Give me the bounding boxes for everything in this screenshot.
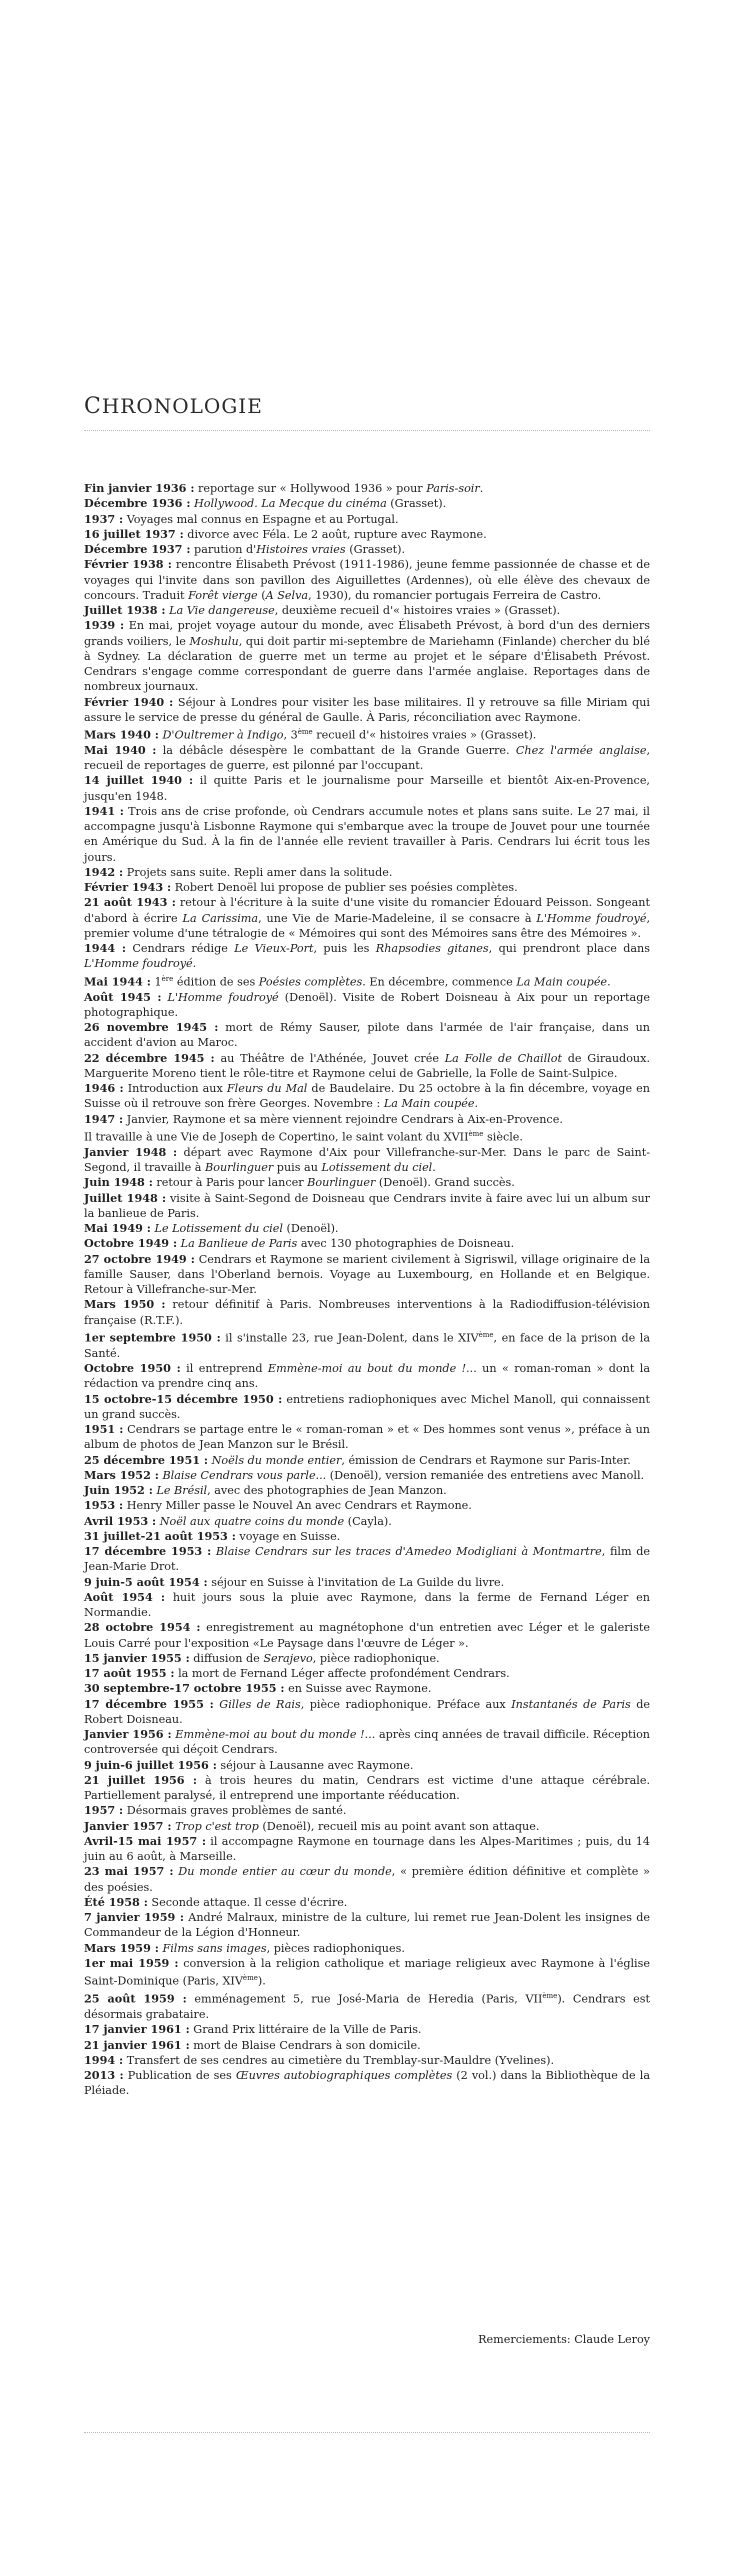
entry-text: , qui doit partir mi-septembre de Mariehamn (Finlande) chercher du blé à Sydney. La déclaration de guerre met un terme au projet et le sépare d'Élisabeth Prévost. Cendrars s'engage comme correspondant de guerre dans l'armée anglaise. Reportages dans de nombreux journaux. bbox=[84, 634, 650, 694]
entry-date: Mars 1950 : bbox=[84, 1297, 166, 1312]
entry-date: 9 juin-5 août 1954 : bbox=[84, 1574, 208, 1589]
entry-title: L'Homme foudroyé bbox=[84, 957, 193, 971]
entry-title: Rhapsodies gitanes bbox=[375, 942, 489, 956]
entry-title: Films sans images bbox=[162, 1941, 267, 1955]
chronology-entry bbox=[84, 1666, 650, 1681]
chronology-entry bbox=[84, 1758, 650, 1773]
entry-text: , film de Jean-Marie Drot. bbox=[84, 1545, 651, 1574]
entry-title: La Banlieue de Paris bbox=[180, 1237, 298, 1251]
entry-text: 1 bbox=[150, 975, 162, 989]
entry-text: conversion à la religion catholique et mariage religieux avec Raymone à l'église Saint-Dominique (Paris, XIV bbox=[84, 1956, 650, 1988]
entry-text: En mai, projet voyage autour du monde, avec Élisabeth Prévost, à bord d'un des derniers grands voiliers, le bbox=[84, 619, 650, 648]
entry-date: 17 août 1955 : bbox=[84, 1666, 175, 1681]
entry-text: à trois heures du matin, Cendrars est victime d'une attaque cérébrale. Partiellement paralysé, il entreprend une importante rééducation. bbox=[84, 1773, 650, 1803]
entry-text: enregistrement au magnétophone d'un entretien avec Léger et le galeriste Louis Carré pour l'exposition «Le Paysage dans l'œuvre de Léger ». bbox=[84, 1621, 650, 1650]
chronology-entry bbox=[84, 2068, 650, 2099]
entry-date: Février 1938 : bbox=[84, 557, 172, 572]
entry-text: , recueil de reportages de guerre, est pilonné par l'occupant. bbox=[84, 743, 651, 773]
title-initial: C bbox=[84, 394, 102, 419]
chronology-entry bbox=[84, 1697, 650, 1728]
entry-date: 1944 : bbox=[84, 941, 126, 956]
entry-date: 15 octobre-15 décembre 1950 : bbox=[84, 1391, 283, 1406]
chronology-entry bbox=[84, 1191, 650, 1222]
entry-text: un « roman-roman » dont la rédaction va prendre cinq ans. bbox=[84, 1362, 651, 1391]
entry-date: Juillet 1938 : bbox=[84, 603, 166, 617]
entry-text: Projets sans suite. Repli amer dans la solitude. bbox=[123, 865, 393, 879]
entry-title: Instantanés de Paris bbox=[511, 1697, 631, 1711]
title-divider bbox=[84, 430, 650, 431]
entry-superscript: ème bbox=[542, 1992, 558, 2001]
entry-text: Publication de ses bbox=[123, 2069, 236, 2083]
entry-date: Janvier 1957 : bbox=[84, 1818, 172, 1833]
chronology-entry bbox=[84, 865, 650, 880]
chronology-entry bbox=[84, 1834, 650, 1865]
entry-text: (Denoël), recueil mis au point avant son attaque. bbox=[258, 1819, 540, 1833]
entry-date: 1941 : bbox=[84, 803, 124, 818]
chronology-entry bbox=[84, 1803, 650, 1818]
entry-date: 25 août 1959 : bbox=[84, 1991, 187, 2006]
entry-text: visite à Saint-Segond de Doisneau que Cendrars invite à faire avec lui un album sur la banlieue de Paris. bbox=[84, 1191, 650, 1220]
chronology-entry bbox=[84, 1328, 650, 1361]
chronology-entry bbox=[84, 1514, 650, 1529]
entry-date: Mai 1940 : bbox=[84, 742, 157, 757]
entry-text: Cendrars se partage entre le « roman-roman » et « Des hommes sont venus », préface à un album de photos de Jean Manzon sur le Brésil. bbox=[84, 1423, 650, 1452]
entry-date: Juin 1952 : bbox=[84, 1483, 153, 1498]
entry-text: , 1930), du romancier portugais Ferreira de Castro. bbox=[308, 588, 602, 602]
chronology-entry bbox=[84, 1361, 650, 1392]
entry-title: Histoires vraies bbox=[256, 543, 346, 556]
entry-date: 1953 : bbox=[84, 1498, 124, 1513]
chronology-entry bbox=[84, 1252, 650, 1298]
entry-text: , premier volume d'une tétralogie de « Mémoires qui sont des Mémoires sans être des Mémoires ». bbox=[84, 911, 651, 940]
entry-text: mort de Blaise Cendrars à son domicile. bbox=[189, 2038, 421, 2052]
chronology-entry bbox=[84, 1175, 650, 1190]
entry-title: Œuvres autobiographiques complètes bbox=[235, 2069, 453, 2083]
entry-text: il s'installe 23, rue Jean-Dolent, dans le XIV bbox=[220, 1331, 479, 1345]
chronology-entry bbox=[84, 603, 650, 618]
entry-title: La Main coupée bbox=[383, 1097, 475, 1111]
chronology-entry bbox=[84, 618, 650, 694]
entry-date: Été 1958 : bbox=[84, 1894, 148, 1909]
entry-text: André Malraux, ministre de la culture, lui remet rue Jean-Dolent les insignes de Commandeur de la Légion d'Honneur. bbox=[84, 1911, 650, 1940]
entry-date: Août 1945 : bbox=[84, 989, 162, 1004]
entry-text: de Giraudoux. Marguerite Moreno tient le rôle-titre et Raymone celui de Gabrielle, la Folle de Saint-Sulpice. bbox=[84, 1051, 651, 1080]
entry-text: de Baudelaire. Du 25 octobre à la fin décembre, voyage en Suisse où il retrouve son frère Georges. Novembre : bbox=[84, 1082, 650, 1111]
entry-text: Janvier, Raymone et sa mère viennent rejoindre Cendrars à Aix-en-Provence. bbox=[123, 1112, 563, 1126]
chronology-entry bbox=[84, 1773, 650, 1804]
chronology-entry bbox=[84, 725, 650, 743]
entry-text: divorce avec Féla. Le 2 août, rupture avec Raymone. bbox=[183, 527, 487, 541]
entry-text: , une Vie de Marie-Madeleine, il se consacre à bbox=[258, 911, 537, 925]
entry-text: . En décembre, commence bbox=[362, 975, 517, 989]
entry-text: départ avec Raymone d'Aix pour Villefranche-sur-Mer. Dans le parc de Saint-Segond, il travaille à bbox=[84, 1145, 650, 1175]
entry-date: Décembre 1937 : bbox=[84, 542, 191, 556]
entry-date: 1946 : bbox=[84, 1081, 124, 1096]
entry-text: . bbox=[474, 1097, 479, 1111]
chronology-entry bbox=[84, 773, 650, 804]
entry-date: 1939 : bbox=[84, 618, 125, 633]
chronology-entry bbox=[84, 1941, 650, 1956]
entry-text: , puis les bbox=[313, 942, 376, 956]
entry-text: séjour en Suisse à l'invitation de La Guilde du livre. bbox=[207, 1575, 505, 1589]
entry-text: Henry Miller passe le Nouvel An avec Cendrars et Raymone. bbox=[123, 1499, 472, 1513]
entry-text: (Cayla). bbox=[344, 1514, 392, 1528]
entry-text: ). bbox=[257, 1974, 266, 1988]
entry-text: Cendrars rédige bbox=[125, 942, 235, 956]
chronology-entry bbox=[84, 1221, 650, 1236]
entry-text: , en face de la prison de la Santé. bbox=[84, 1331, 650, 1360]
entry-date: Mars 1940 : bbox=[84, 727, 159, 742]
entry-date: 17 décembre 1955 : bbox=[84, 1696, 214, 1711]
chronology-entry bbox=[84, 527, 650, 542]
entry-title: Gilles de Rais bbox=[219, 1697, 301, 1711]
entry-superscript: ème bbox=[242, 1974, 258, 1983]
entry-text: , pièce radiophonique. bbox=[312, 1651, 440, 1665]
entry-date: 22 décembre 1945 : bbox=[84, 1050, 215, 1065]
entry-date: Mai 1949 : bbox=[84, 1221, 151, 1236]
entry-title: Noël aux quatre coins du monde bbox=[159, 1514, 345, 1528]
entry-title: Forêt vierge bbox=[188, 588, 258, 602]
entry-text: parution d' bbox=[190, 543, 257, 556]
entry-title: Emmène-moi au bout du monde !... bbox=[267, 1362, 477, 1376]
chronology-entry bbox=[84, 895, 650, 941]
entry-date: 26 novembre 1945 : bbox=[84, 1020, 219, 1035]
chronology-entry bbox=[84, 1498, 650, 1513]
entry-text: , « première édition définitive et complète » des poésies. bbox=[84, 1865, 650, 1894]
entry-title: Bourlinguer bbox=[205, 1161, 274, 1175]
entry-text: retour définitif à Paris. Nombreuses interventions à la Radiodiffusion-télévision française (R.T.F.). bbox=[84, 1298, 650, 1327]
entry-title: Hollywood. La Mecque du cinéma bbox=[194, 497, 387, 511]
chronology-entry bbox=[84, 1727, 650, 1758]
entry-date: Janvier 1956 : bbox=[84, 1727, 172, 1742]
entry-date: Fin janvier 1936 : bbox=[84, 481, 195, 495]
chronology-entry bbox=[84, 1236, 650, 1251]
entry-text: . bbox=[479, 482, 484, 495]
entry-title: A Selva bbox=[265, 588, 309, 602]
entry-text: emménagement 5, rue José-Maria de Heredia (Paris, VII bbox=[186, 1992, 543, 2006]
chronology-entry bbox=[84, 1590, 650, 1621]
chronology-entry bbox=[84, 1956, 650, 1989]
entry-text: Robert Denoël lui propose de publier ses poésies complètes. bbox=[171, 881, 518, 895]
chronology-entry bbox=[84, 2053, 650, 2068]
chronology-entry bbox=[84, 695, 650, 726]
entry-text: . bbox=[607, 975, 611, 989]
chronology-list bbox=[84, 481, 650, 2099]
chronology-entry bbox=[84, 1575, 650, 1590]
entry-date: Janvier 1948 : bbox=[84, 1144, 178, 1159]
entry-date: 1er septembre 1950 : bbox=[84, 1330, 221, 1345]
entry-text: (Denoël), version remaniée des entretiens avec Manoll. bbox=[326, 1468, 645, 1482]
chronology-entry bbox=[84, 2022, 650, 2037]
chronology-entry bbox=[84, 1127, 650, 1145]
entry-text: diffusion de bbox=[189, 1651, 264, 1665]
page-title bbox=[84, 394, 263, 419]
chronology-entry bbox=[84, 804, 650, 865]
chronology-entry bbox=[84, 1681, 650, 1696]
chronology-entry bbox=[84, 972, 650, 990]
entry-text: Trois ans de crise profonde, où Cendrars accumule notes et plans sans suite. Le 27 mai, il accompagne jusqu'à Lisbonne Raymone qui s'embarque avec la troupe de Jouvet pour une tournée en Amérique du Sud. À la fin de l'année elle revient travailler à Paris. Cendrars lui écrit tous les jours. bbox=[84, 804, 650, 864]
chronology-entry bbox=[84, 1819, 650, 1834]
chronology-entry bbox=[84, 1483, 650, 1498]
chronology-entry bbox=[84, 2038, 650, 2053]
chronology-entry bbox=[84, 1651, 650, 1666]
chronology-entry bbox=[84, 1020, 650, 1051]
entry-text: au Théâtre de l'Athénée, Jouvet crée bbox=[214, 1051, 445, 1065]
entry-date: Juin 1948 : bbox=[84, 1175, 153, 1190]
entry-superscript: ème bbox=[297, 728, 313, 736]
entry-date: Mai 1944 : bbox=[84, 974, 151, 989]
chronology-entry bbox=[84, 1392, 650, 1423]
chronology-entry bbox=[84, 557, 650, 603]
chronology-entry bbox=[84, 941, 650, 972]
entry-title: Du monde entier au cœur du monde bbox=[178, 1865, 392, 1879]
entry-text: , 3 bbox=[283, 728, 298, 742]
entry-date: 23 mai 1957 : bbox=[84, 1864, 174, 1879]
entry-text: huit jours sous la pluie avec Raymone, dans la ferme de Fernand Léger en Normandie. bbox=[84, 1590, 650, 1620]
chronology-entry bbox=[84, 990, 650, 1021]
entry-title: La Vie dangereuse bbox=[169, 604, 275, 617]
entry-title: Blaise Cendrars sur les traces d'Amedeo Modigliani à Montmartre bbox=[215, 1545, 602, 1559]
entry-text: avec 130 photographies de Doisneau. bbox=[297, 1237, 515, 1251]
entry-title: L'Homme foudroyé bbox=[167, 990, 279, 1004]
entry-title: Fleurs du Mal bbox=[226, 1082, 308, 1096]
entry-text: , deuxième recueil d'« histoires vraies » (Grasset). bbox=[274, 604, 561, 617]
entry-text: Désormais graves problèmes de santé. bbox=[123, 1804, 347, 1818]
entry-text: Seconde attaque. Il cesse d'écrire. bbox=[147, 1895, 348, 1909]
entry-date: 9 juin-6 juillet 1956 : bbox=[84, 1757, 217, 1772]
entry-date: 1951 : bbox=[84, 1422, 124, 1437]
entry-title: Le Brésil bbox=[156, 1484, 208, 1498]
chronology-entry bbox=[84, 1895, 650, 1910]
entry-date: Mars 1959 : bbox=[84, 1940, 159, 1955]
entry-text: entretiens radiophoniques avec Michel Manoll, qui connaissent un grand succès. bbox=[84, 1392, 650, 1421]
chronology-entry bbox=[84, 1864, 650, 1895]
entry-date: Octobre 1949 : bbox=[84, 1236, 178, 1251]
chronology-entry bbox=[84, 1422, 650, 1453]
chronology-entry bbox=[84, 880, 650, 895]
entry-text: . bbox=[432, 1161, 436, 1175]
chronology-entry bbox=[84, 1453, 650, 1468]
entry-title: La Carissima bbox=[182, 911, 259, 925]
entry-text: , qui prendront place dans bbox=[488, 942, 650, 956]
entry-text: la débâcle désespère le combattant de la Grande Guerre. bbox=[156, 743, 516, 757]
entry-text: mort de Rémy Sauser, pilote dans l'armée de l'air française, dans un accident d'avion au Maroc. bbox=[84, 1021, 650, 1050]
chronology-entry bbox=[84, 743, 650, 774]
entry-date: 1957 : bbox=[84, 1803, 124, 1818]
entry-title: La Folle de Chaillot bbox=[444, 1051, 562, 1065]
entry-text: édition de ses bbox=[173, 975, 259, 989]
entry-date: 7 janvier 1959 : bbox=[84, 1910, 184, 1925]
entry-date: Février 1943 : bbox=[84, 880, 172, 895]
entry-date: 30 septembre-17 octobre 1955 : bbox=[84, 1681, 285, 1696]
entry-date: Avril 1953 : bbox=[84, 1513, 157, 1528]
entry-date: 1er mai 1959 : bbox=[84, 1955, 179, 1970]
entry-title: Noëls du monde entier bbox=[211, 1453, 342, 1467]
entry-title: Poésies complètes bbox=[258, 975, 363, 989]
entry-date: 16 juillet 1937 : bbox=[84, 526, 184, 541]
entry-text: siècle. bbox=[483, 1130, 523, 1144]
entry-title: Serajevo bbox=[263, 1651, 313, 1665]
chronology-entry bbox=[84, 1297, 650, 1328]
entry-title: Le Lotissement du ciel bbox=[154, 1222, 283, 1236]
entry-text: il quitte Paris et le journalisme pour Marseille et bientôt Aix-en-Provence, jusqu'en 1948. bbox=[84, 774, 650, 803]
entry-text: rencontre Élisabeth Prévost (1911-1986), jeune femme passionnée de chasse et de voyages qui l'invite dans son pavillon des Aiguillettes (Ardennes), où elle élève des chevaux de concours. Traduit bbox=[84, 558, 650, 602]
chronology-entry bbox=[84, 1145, 650, 1176]
entry-title: Moshulu bbox=[189, 634, 239, 648]
entry-date: Décembre 1936 : bbox=[84, 496, 191, 511]
entry-title: Bourlinguer bbox=[307, 1176, 376, 1190]
entry-text: . bbox=[192, 957, 197, 971]
entry-text: Séjour à Londres pour visiter les base militaires. Il y retrouve sa fille Miriam qui assure le service de presse du général de Gaulle. À Paris, réconciliation avec Raymone. bbox=[84, 695, 650, 724]
entry-date: 17 décembre 1953 : bbox=[84, 1544, 212, 1559]
entry-text: (Denoël). Grand succès. bbox=[375, 1176, 515, 1190]
entry-text: ( bbox=[257, 588, 266, 602]
entry-title: Emmène-moi au bout du monde !... bbox=[175, 1728, 376, 1742]
entry-title: La Main coupée bbox=[516, 975, 608, 989]
entry-text: recueil d'« histoires vraies » (Grasset). bbox=[312, 728, 537, 742]
entry-text: ). Cendrars est désormais grabataire. bbox=[84, 1992, 650, 2022]
entry-date: 21 juillet 1956 : bbox=[84, 1772, 198, 1787]
entry-title: Trop c'est trop bbox=[175, 1819, 259, 1833]
entry-date: 1947 : bbox=[84, 1111, 124, 1126]
entry-superscript: ème bbox=[478, 1330, 494, 1339]
entry-title: Paris-soir bbox=[426, 482, 480, 495]
chronology-entry bbox=[84, 1989, 650, 2022]
entry-title: L'Homme foudroyé bbox=[536, 911, 647, 925]
entry-text: retour à l'écriture à la suite d'une visite du romancier Édouard Peisson. Songeant d'abord à écrire bbox=[84, 896, 650, 925]
entry-text: de Robert Doisneau. bbox=[84, 1697, 651, 1726]
entry-text: Il travaille à une Vie de Joseph de Copertino, le saint volant du XVII bbox=[84, 1130, 469, 1144]
bottom-divider bbox=[84, 2432, 650, 2433]
chronology-entry bbox=[84, 1468, 650, 1483]
entry-date: Octobre 1950 : bbox=[84, 1361, 181, 1376]
entry-text: reportage sur « Hollywood 1936 » pour bbox=[194, 482, 427, 495]
entry-date: 1942 : bbox=[84, 864, 124, 879]
entry-date: Février 1940 : bbox=[84, 694, 174, 709]
entry-date: Juillet 1948 : bbox=[84, 1190, 167, 1205]
chronology-entry bbox=[84, 481, 650, 496]
entry-date: 31 juillet-21 août 1953 : bbox=[84, 1528, 236, 1543]
entry-text: Voyages mal connus en Espagne et au Portugal. bbox=[123, 512, 399, 526]
entry-title: Blaise Cendrars vous parle... bbox=[162, 1468, 327, 1482]
entry-date: 1994 : bbox=[84, 2052, 124, 2067]
entry-title: D'Oultremer à Indigo bbox=[162, 728, 284, 742]
entry-date: 21 janvier 1961 : bbox=[84, 2037, 190, 2052]
entry-date: 1937 : bbox=[84, 511, 124, 526]
chronology-entry bbox=[84, 1051, 650, 1082]
entry-text: il entreprend bbox=[180, 1362, 268, 1376]
entry-date: 21 août 1943 : bbox=[84, 895, 176, 910]
entry-text: après cinq années de travail difficile. Réception controversée qui déçoit Cendrars. bbox=[84, 1728, 651, 1757]
entry-text: retour à Paris pour lancer bbox=[152, 1176, 308, 1190]
chronology-entry bbox=[84, 1529, 650, 1544]
entry-superscript: ère bbox=[161, 974, 174, 983]
entry-text: (Denoël). bbox=[282, 1222, 339, 1236]
entry-text: Cendrars et Raymone se marient civilement à Sigriswil, village originaire de la famille Sauser, dans l'Oberland bernois. Voyage au Luxembourg, en Hollande et en Belgique. Retour à Villefranche-sur-Mer. bbox=[84, 1252, 650, 1297]
entry-date: 17 janvier 1961 : bbox=[84, 2022, 190, 2037]
entry-text: séjour à Lausanne avec Raymone. bbox=[216, 1758, 414, 1772]
entry-text: Grand Prix littéraire de la Ville de Paris. bbox=[189, 2023, 422, 2037]
chronology-entry bbox=[84, 1910, 650, 1941]
entry-text: , pièce radiophonique. Préface aux bbox=[300, 1697, 512, 1711]
entry-date: 25 décembre 1951 : bbox=[84, 1452, 209, 1467]
chronology-entry bbox=[84, 1112, 650, 1127]
entry-date: 28 octobre 1954 : bbox=[84, 1620, 201, 1635]
chronology-entry bbox=[84, 512, 650, 527]
entry-text: Transfert de ses cendres au cimetière du Tremblay-sur-Mauldre (Yvelines). bbox=[123, 2053, 555, 2067]
entry-text: , avec des photographies de Jean Manzon. bbox=[207, 1484, 447, 1498]
chronology-entry bbox=[84, 542, 650, 557]
entry-superscript: ème bbox=[468, 1129, 484, 1138]
entry-date: 15 janvier 1955 : bbox=[84, 1650, 190, 1665]
chronology-entry bbox=[84, 1544, 650, 1575]
entry-text: (Grasset). bbox=[345, 543, 406, 556]
entry-date: Mars 1952 : bbox=[84, 1467, 159, 1482]
entry-text: (Denoël). Visite de Robert Doisneau à Aix pour un reportage photographique. bbox=[84, 990, 650, 1019]
entry-text: en Suisse avec Raymone. bbox=[284, 1682, 432, 1696]
entry-text: il accompagne Raymone en tournage dans les Alpes-Maritimes ; puis, du 14 juin au 6 août, à Marseille. bbox=[84, 1834, 650, 1864]
entry-text: Introduction aux bbox=[123, 1082, 227, 1096]
entry-title: Lotissement du ciel bbox=[321, 1161, 433, 1175]
entry-text: (2 vol.) dans la Bibliothèque de la Pléiade. bbox=[84, 2069, 650, 2098]
entry-text: voyage en Suisse. bbox=[235, 1529, 341, 1543]
entry-text: la mort de Fernand Léger affecte profondément Cendrars. bbox=[174, 1667, 510, 1681]
entry-date: 2013 : bbox=[84, 2068, 124, 2083]
acknowledgement: Remerciements: Claude Leroy bbox=[478, 2333, 650, 2346]
entry-text: puis au bbox=[273, 1161, 322, 1175]
entry-text: , pièces radiophoniques. bbox=[266, 1941, 405, 1955]
title-rest: HRONOLOGIE bbox=[101, 394, 263, 418]
entry-text: , émission de Cendrars et Raymone sur Paris-Inter. bbox=[341, 1453, 631, 1467]
entry-title: Le Vieux-Port bbox=[234, 942, 314, 956]
entry-date: Avril-15 mai 1957 : bbox=[84, 1833, 206, 1848]
chronology-entry bbox=[84, 496, 650, 511]
entry-date: 14 juillet 1940 : bbox=[84, 773, 194, 788]
chronology-entry bbox=[84, 1081, 650, 1112]
chronology-entry bbox=[84, 1620, 650, 1651]
entry-date: 27 octobre 1949 : bbox=[84, 1251, 195, 1266]
entry-title: Chez l'armée anglaise bbox=[515, 743, 647, 757]
entry-date: Août 1954 : bbox=[84, 1589, 166, 1604]
entry-text: (Grasset). bbox=[386, 497, 447, 511]
